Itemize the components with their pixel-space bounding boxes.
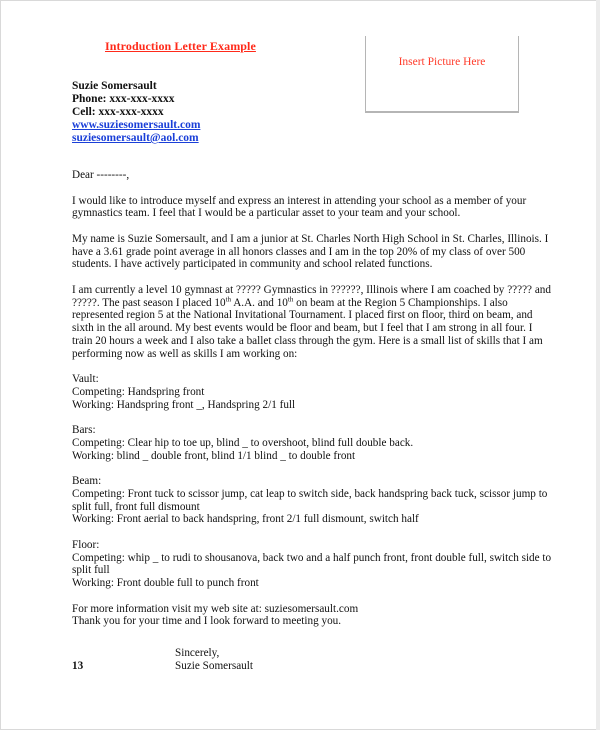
signature-name: Suzie Somersault — [175, 659, 253, 672]
event-heading: Floor: — [72, 538, 100, 551]
event-heading: Bars: — [72, 424, 96, 436]
page-edge-shadow — [596, 0, 600, 730]
contact-name: Suzie Somersault — [72, 80, 157, 92]
contact-cell: Cell: xxx-xxx-xxxx — [72, 106, 164, 118]
document-title: Introduction Letter Example — [105, 39, 256, 53]
contact-phone: Phone: xxx-xxx-xxxx — [72, 93, 175, 105]
event-line: Working: blind _ double front, blind 1/1 blind _ to double front — [72, 449, 356, 462]
event-line: Competing: Front tuck to scissor jump, cat leap to switch side, back handspring back tuck, scissor jump to — [72, 487, 548, 500]
event-heading: Vault: — [72, 373, 99, 385]
text-line: students. I have actively participated in community and school related functions. — [72, 258, 433, 271]
event-line: split full, front full dismount — [72, 500, 200, 513]
event-line: Competing: Clear hip to toe up, blind _ to overshoot, blind full double back. — [72, 436, 414, 449]
picture-placeholder-label: Insert Picture Here — [398, 56, 486, 68]
closing-paragraph — [72, 603, 572, 629]
text-line: I would like to introduce myself and express an interest in attending your school as a member of your — [72, 194, 527, 207]
event-beam — [72, 475, 572, 526]
event-line: Competing: Handspring front — [72, 385, 205, 398]
signature-block — [175, 647, 253, 673]
text-line: Thank you for your time and I look forward to meeting you. — [72, 615, 342, 628]
text-line: train 20 hours a week and I also take a ballet class through the gym. Here is a small list of skills that I am — [72, 334, 543, 347]
intro-paragraph — [72, 195, 572, 221]
text-line: My name is Suzie Somersault, and I am a junior at St. Charles North High School in St. Charles, Illinois. I — [72, 232, 549, 245]
salutation: Dear --------, — [72, 169, 130, 181]
text-line: I am currently a level 10 gymnast at ????? Gymnastics in ??????, Illinois where I am coached by ????? and — [72, 283, 551, 296]
text-line: performing now as well as skills I am working on: — [72, 347, 298, 360]
event-vault — [72, 373, 572, 411]
text-line: sixth in the all around. My best events would be floor and beam, but I feel that I am strong in all four. I — [72, 322, 533, 334]
event-floor — [72, 539, 572, 590]
event-line: Working: Front aerial to back handspring, front 2/1 full dismount, switch half — [72, 513, 419, 526]
event-line: Working: Front double full to punch front — [72, 577, 259, 589]
text-line: have a 3.61 grade point average in all honors classes and I am in the top 20% of my class of over 500 — [72, 245, 526, 258]
page-number: 13 — [72, 660, 84, 672]
text-line: gymnastics team. I feel that I would be a particular asset to your team and your school. — [72, 207, 461, 220]
text-line: For more information visit my web site at: suziesomersault.com — [72, 602, 359, 615]
letter-body — [72, 169, 572, 641]
picture-placeholder-box — [365, 36, 519, 113]
valediction: Sincerely, — [175, 647, 220, 659]
event-heading: Beam: — [72, 475, 102, 487]
text-line: represented region 5 at the National Invitational Tournament. I placed first on floor, third on beam, and — [72, 309, 533, 322]
event-line: split full — [72, 564, 110, 577]
event-bars — [72, 424, 572, 462]
gymnastics-paragraph — [72, 284, 572, 361]
background-paragraph — [72, 233, 572, 271]
event-line: Competing: whip _ to rudi to shousanova, back two and a half punch front, front double full, switch side to — [72, 551, 552, 564]
contact-block — [72, 80, 200, 145]
email-link[interactable]: suziesomersault@aol.com — [72, 132, 199, 144]
event-line: Working: Handspring front _, Handspring 2/1 full — [72, 398, 296, 411]
website-link[interactable]: www.suziesomersault.com — [72, 119, 201, 131]
text-line: ?????. The past season I placed 10th A.A. and 10th on beam at the Region 5 Championships. I also — [72, 294, 508, 309]
